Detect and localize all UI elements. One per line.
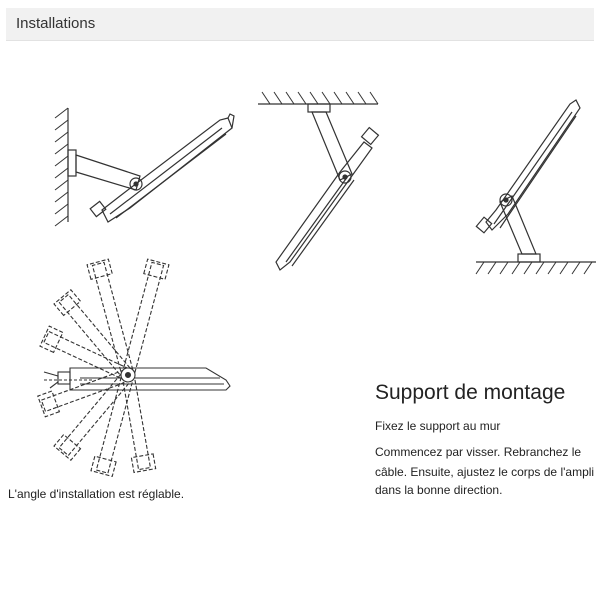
- adjustable-angle-figure: [38, 259, 230, 476]
- floor-hatching: [476, 262, 592, 274]
- wall-plate: [68, 150, 76, 176]
- floodlight-horizontal: [44, 368, 230, 390]
- support-instruction: câble. Ensuite, ajustez le corps de l'ampli: [375, 465, 595, 479]
- ceiling-hatching: [262, 92, 378, 104]
- mounting-bracket: [312, 112, 352, 180]
- wall-hatching: [55, 108, 68, 226]
- mounting-bracket: [500, 196, 536, 254]
- wall-mount-figure: [55, 108, 234, 226]
- angle-caption: L'angle d'installation est réglable.: [8, 487, 185, 501]
- cable-gland: [476, 217, 491, 233]
- support-title: Support de montage: [375, 381, 566, 404]
- floor-plate: [518, 254, 540, 262]
- cable-gland: [58, 372, 70, 384]
- support-instruction: Commencez par visser. Rebranchez le: [375, 445, 582, 459]
- floodlight-body: [486, 100, 580, 230]
- support-instruction: Fixez le support au mur: [375, 419, 501, 433]
- ceiling-plate: [308, 104, 330, 112]
- floodlight-body: [276, 142, 372, 270]
- floor-mount-figure: [476, 100, 596, 274]
- support-instruction: dans la bonne direction.: [375, 483, 503, 497]
- section-title: Installations: [16, 15, 96, 32]
- ceiling-mount-figure: [258, 92, 378, 270]
